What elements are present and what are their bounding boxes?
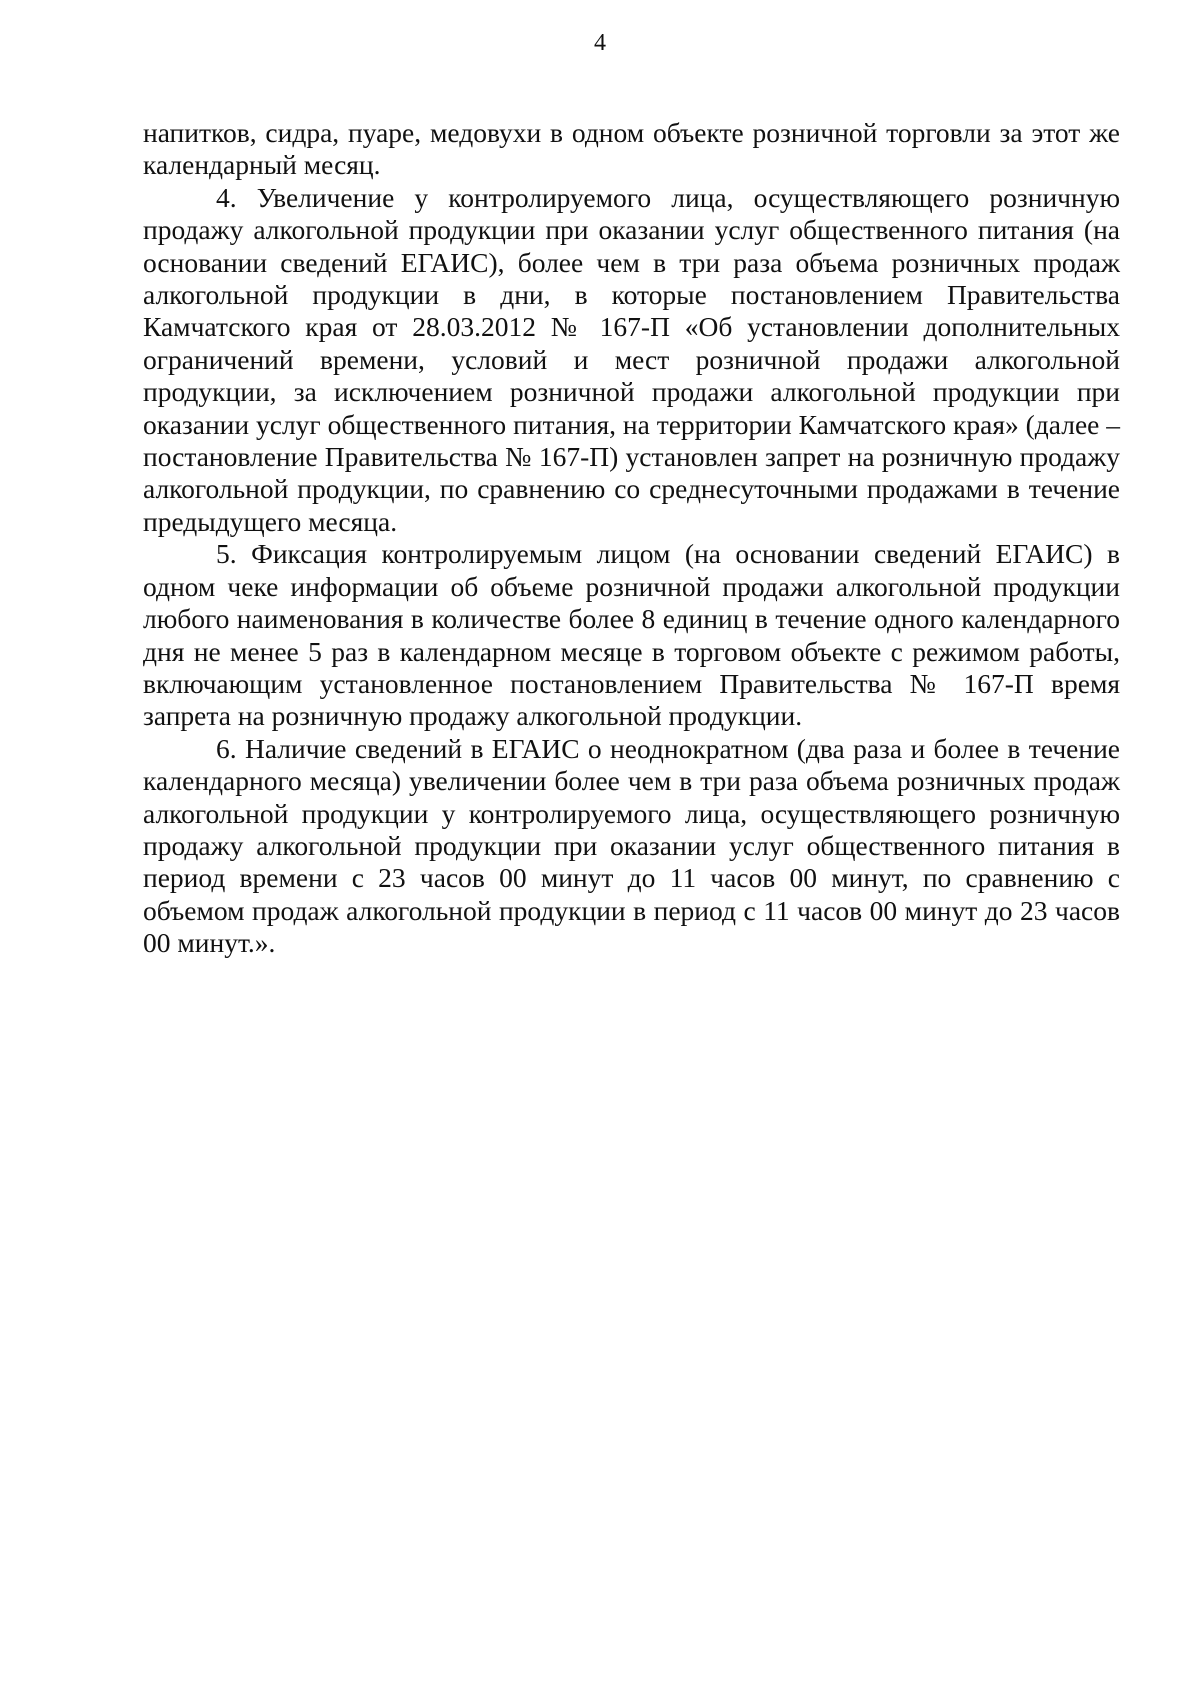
- document-body: [143, 117, 1120, 960]
- paragraph-item-6: 6. Наличие сведений в ЕГАИС о неоднократном (два раза и более в течение календарного месяца) увеличении более чем в три раза объема розничных продаж алкогольной продукции у контролируемого лица, осуществляющего розничную продажу алкогольной продукции при оказании услуг общественного питания в период времени с 23 часов 00 минут до 11 часов 00 минут, по сравнению с объемом продаж алкогольной продукции в период с 11 часов 00 минут до 23 часов 00 минут.».: [143, 732, 1120, 959]
- page-number: 4: [594, 30, 606, 56]
- paragraph-item-5: 5. Фиксация контролируемым лицом (на основании сведений ЕГАИС) в одном чеке информации об объеме розничной продажи алкогольной продукции любого наименования в количестве более 8 единиц в течение одного календарного дня не менее 5 раз в календарном месяце в торговом объекте с режимом работы, включающим установленное постановлением Правительства № 167-П время запрета на розничную продажу алкогольной продукции.: [143, 538, 1120, 732]
- paragraph-continuation: напитков, сидра, пуаре, медовухи в одном объекте розничной торговли за этот же календарный месяц.: [143, 117, 1120, 181]
- paragraph-item-4: 4. Увеличение у контролируемого лица, осуществляющего розничную продажу алкогольной продукции при оказании услуг общественного питания (на основании сведений ЕГАИС), более чем в три раза объема розничных продаж алкогольной продукции в дни, в которые постановлением Правительства Камчатского края от 28.03.2012 № 167-П «Об установлении дополнительных ограничений времени, условий и мест розничной продажи алкогольной продукции, за исключением розничной продажи алкогольной продукции при оказании услуг общественного питания, на территории Камчатского края» (далее – постановление Правительства № 167-П) установлен запрет на розничную продажу алкогольной продукции, по сравнению со среднесуточными продажами в течение предыдущего месяца.: [143, 181, 1120, 537]
